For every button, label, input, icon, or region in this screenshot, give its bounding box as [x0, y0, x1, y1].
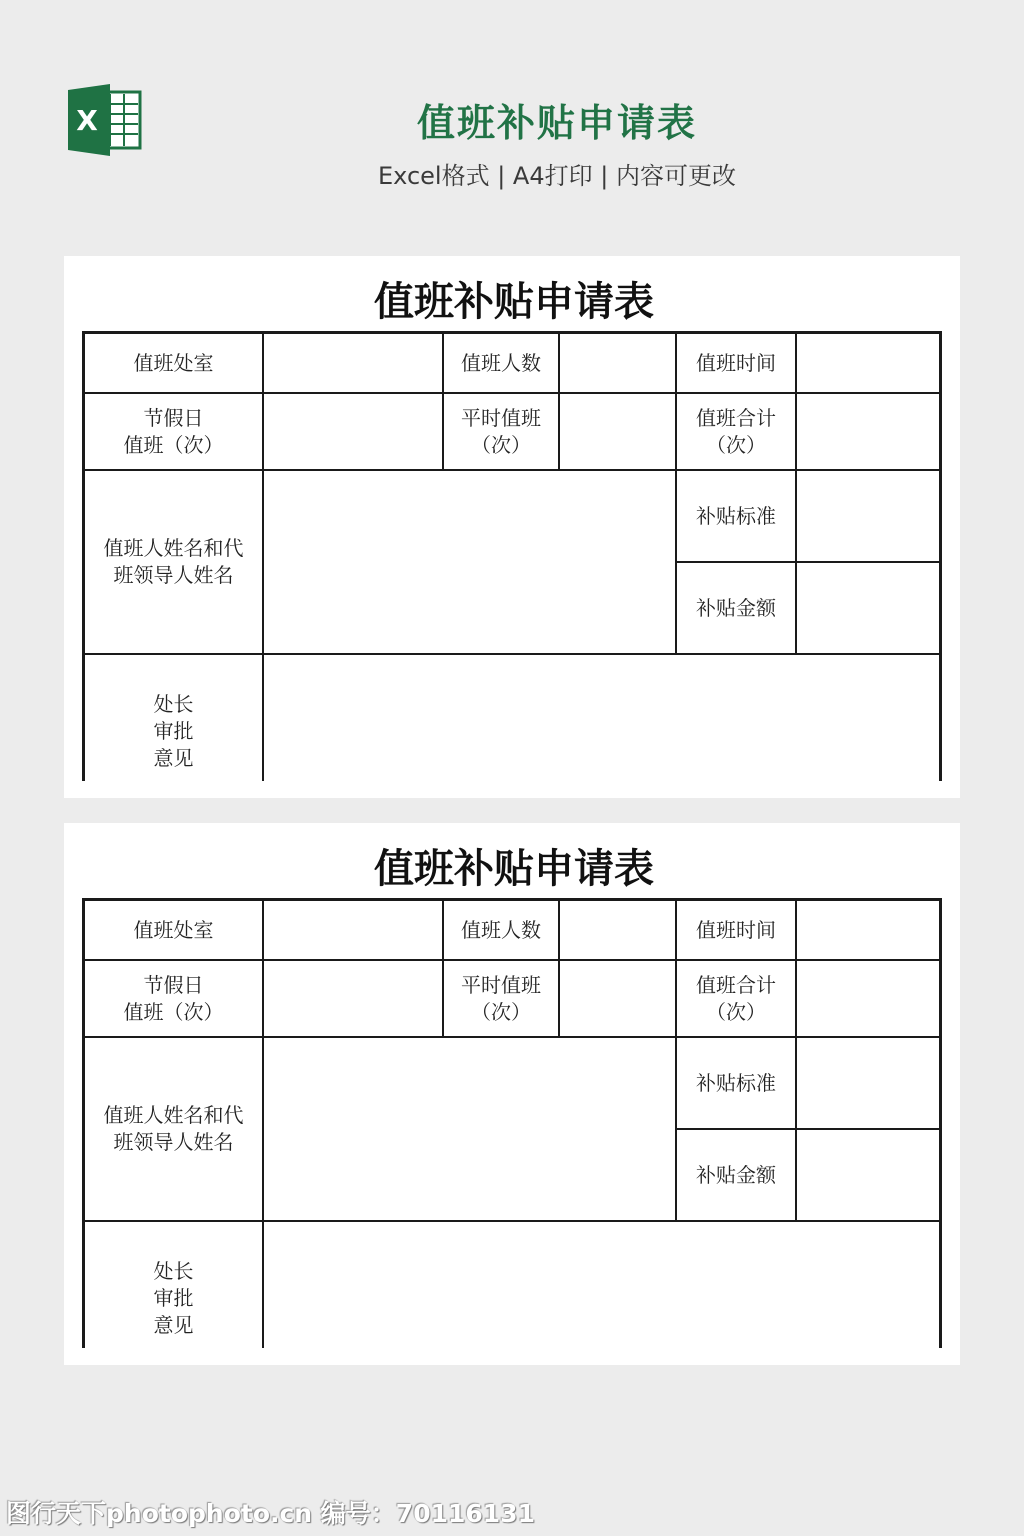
- column-divider: [558, 898, 560, 1037]
- table-border-right: [939, 331, 942, 781]
- label-duty-count: 值班人数: [461, 917, 541, 942]
- column-divider: [558, 331, 560, 470]
- page-subtitle: Excel格式 | A4打印 | 内容可更改: [378, 162, 736, 190]
- label-duty-office: 值班处室: [133, 350, 214, 375]
- label-duty-count: 值班人数: [461, 350, 541, 375]
- label-weekday-duty: 平时值班 （次）: [461, 405, 541, 457]
- label-duty-time: 值班时间: [696, 350, 776, 375]
- label-duty-office: 值班处室: [133, 917, 214, 942]
- column-divider: [795, 331, 797, 654]
- label-subsidy-amount: 补贴金额: [696, 1162, 776, 1187]
- label-holiday-duty: 节假日 值班（次）: [123, 405, 224, 457]
- form-table: [82, 898, 942, 1348]
- column-divider: [262, 898, 264, 1348]
- watermark: 图行天下photophoto.cn 编号：70116131: [6, 1499, 535, 1528]
- row-divider: [82, 1220, 942, 1222]
- form-title: 值班补贴申请表: [374, 278, 654, 325]
- label-holiday-duty: 节假日 值班（次）: [123, 972, 224, 1024]
- label-subsidy-standard: 补贴标准: [696, 1070, 776, 1095]
- label-approval: 处长 审批 意见: [153, 1259, 194, 1337]
- label-duty-time: 值班时间: [696, 917, 776, 942]
- label-duty-total: 值班合计 （次）: [696, 405, 776, 457]
- row-divider: [82, 653, 942, 655]
- label-subsidy-standard: 补贴标准: [696, 503, 776, 528]
- excel-icon-letter: X: [76, 104, 98, 137]
- label-weekday-duty: 平时值班 （次）: [461, 972, 541, 1024]
- label-approval: 处长 审批 意见: [153, 692, 194, 770]
- label-duty-total: 值班合计 （次）: [696, 972, 776, 1024]
- label-names: 值班人姓名和代 班领导人姓名: [103, 536, 244, 587]
- form-sheet-1: [64, 256, 960, 798]
- form-title: 值班补贴申请表: [374, 845, 654, 892]
- form-sheet-2: [64, 823, 960, 1365]
- page-title: 值班补贴申请表: [416, 101, 697, 145]
- label-subsidy-amount: 补贴金额: [696, 595, 776, 620]
- table-border-right: [939, 898, 942, 1348]
- column-divider: [262, 331, 264, 781]
- form-table: [82, 331, 942, 781]
- column-divider: [795, 898, 797, 1221]
- label-names: 值班人姓名和代 班领导人姓名: [103, 1103, 244, 1154]
